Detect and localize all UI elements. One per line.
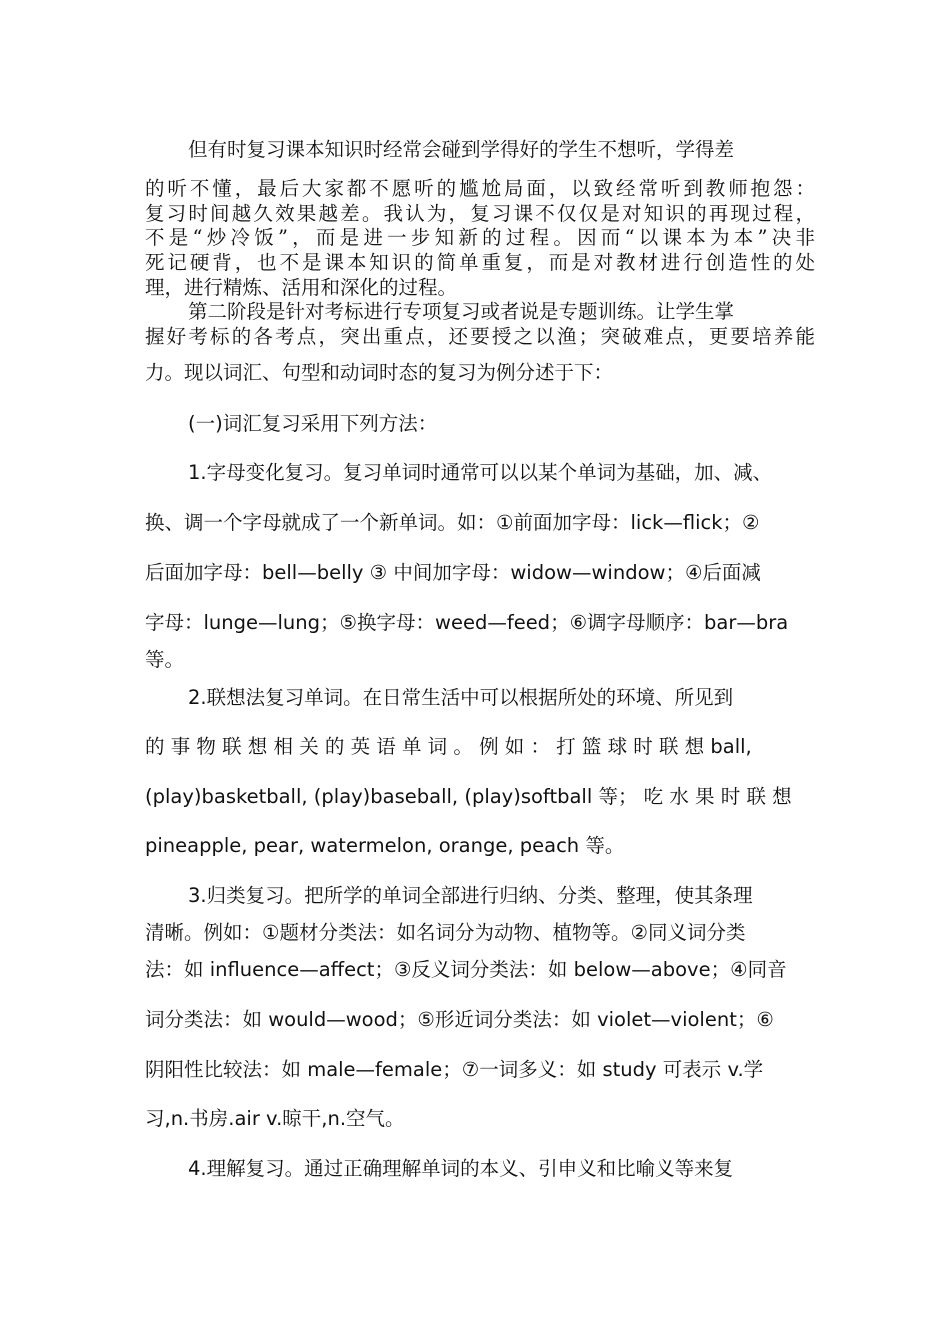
text-line-1: 但有时复习课本知识时经常会碰到学得好的学生不想听，学得差	[188, 138, 735, 161]
text-line-18: (play)basketball, (play)baseball, (play)softball 等； 吃 水 果 时 联 想	[145, 785, 792, 808]
text-line-23: 词分类法：如 would—wood；⑤形近词分类法：如 violet—violent；⑥	[145, 1008, 774, 1031]
section-heading-vocabulary: (一)词汇复习采用下列方法：	[188, 412, 438, 435]
text-line-11: 1.字母变化复习。复习单词时通常可以以某个单词为基础，加、减、	[188, 461, 773, 484]
text-line-9: 力。现以词汇、句型和动词时态的复习为例分述于下：	[145, 361, 614, 384]
text-line-17: 的 事 物 联 想 相 关 的 英 语 单 词 。 例 如 ： 打 篮 球 时 联 想 ball,	[145, 735, 752, 758]
text-line-22: 法：如 influence—affect；③反义词分类法：如 below—above；④同音	[145, 958, 787, 981]
text-line-12: 换、调一个字母就成了一个新单词。如：①前面加字母：lick—flick；②	[145, 511, 760, 534]
text-line-6: 理，进行精炼、活用和深化的过程。	[145, 276, 458, 299]
text-line-24: 阴阳性比较法：如 male—female；⑦一词多义：如 study 可表示 v.学	[145, 1058, 764, 1081]
text-line-16: 2.联想法复习单词。在日常生活中可以根据所处的环境、所见到	[188, 686, 734, 709]
text-line-25: 习,n.书房.air v.晾干,n.空气。	[145, 1107, 405, 1130]
text-line-4: 不是“炒冷饭”，而是进一步知新的过程。因而“以课本为本”决非	[145, 226, 815, 249]
text-line-2: 的听不懂，最后大家都不愿听的尴尬局面，以致经常听到教师抱怨：	[145, 177, 815, 200]
text-line-5: 死记硬背，也不是课本知识的简单重复，而是对教材进行创造性的处	[145, 251, 815, 274]
text-line-14: 字母：lunge—lung；⑤换字母：weed—feed；⑥调字母顺序：bar—bra	[145, 611, 789, 634]
text-line-8: 握好考标的各考点，突出重点，还要授之以渔；突破难点，更要培养能	[145, 325, 815, 348]
text-line-3: 复习时间越久效果越差。我认为，复习课不仅仅是对知识的再现过程，	[145, 202, 815, 225]
text-line-20: 3.归类复习。把所学的单词全部进行归纳、分类、整理，使其条理	[188, 884, 753, 907]
text-line-26: 4.理解复习。通过正确理解单词的本义、引申义和比喻义等来复	[188, 1157, 734, 1180]
text-line-19: pineapple, pear, watermelon, orange, peach 等。	[145, 834, 625, 857]
text-line-21: 清晰。例如：①题材分类法：如名词分为动物、植物等。②同义词分类	[145, 921, 746, 944]
text-line-13: 后面加字母：bell—belly ③ 中间加字母：widow—window；④后面减	[145, 561, 761, 584]
text-line-7: 第二阶段是针对考标进行专项复习或者说是专题训练。让学生掌	[188, 300, 735, 323]
text-line-15: 等。	[145, 648, 185, 671]
